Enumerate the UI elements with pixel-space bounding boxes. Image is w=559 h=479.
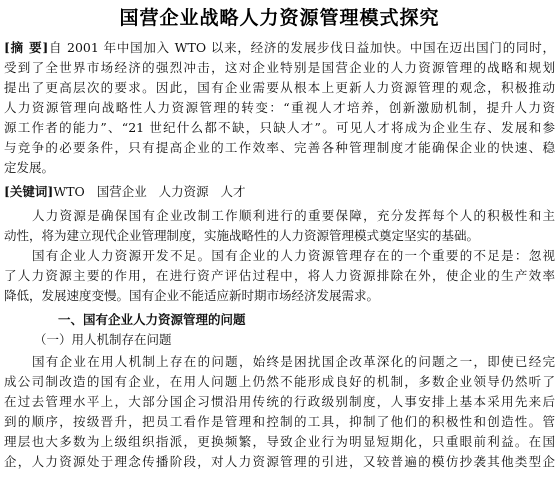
abstract-line-4: 人力资源管理向战略性人力资源管理的转变：“重视人才培养，创新激励机制，提升人力资	[4, 100, 555, 115]
subsection-heading: （一）用人机制存在问题	[34, 332, 172, 347]
abstract-text: 自 2001 年中国加入 WTO 以来，经济的发展步伐日益加快。中国在迈出国门的同时，	[48, 40, 555, 55]
body-line-3: 在过去管理水平上，大部分国企习惯沿用传统的行政级别制度，人事安排上基本采用先来后	[4, 394, 555, 409]
body-line-5: 理层也大多数为上级组织指派，更换频繁，导致企业行为明显短期化，只重眼前利益。在国	[4, 434, 555, 449]
intro-line-5: 降低，发展速度变慢。国有企业不能适应新时期市场经济发展需求。	[4, 288, 380, 303]
intro-line-1: 人力资源是确保国有企业改制工作顺利进行的重要保障，充分发挥每个人的积极性和主	[32, 208, 555, 223]
keywords-text: WTO 国营企业 人力资源 人才	[53, 184, 246, 199]
abstract-line-5: 源工作者的能力”、“21 世纪什么都不缺，只缺人才”。可见人才将成为企业生存、发展和参	[4, 120, 555, 135]
abstract-line-6: 与竞争的必要条件，只有提高企业的工作效率、完善各种管理制度才能确保企业的快速、稳	[4, 140, 555, 155]
abstract-line-1	[4, 38, 555, 58]
body-line-1: 国有企业在用人机制上存在的问题，始终是困扰国企改革深化的问题之一，即使已经完	[32, 354, 555, 369]
paper-title: 国营企业战略人力资源管理模式探究	[119, 7, 440, 29]
keywords-line	[4, 182, 555, 202]
body-line-6: 企，人力资源处于理念传播阶段，对人力资源管理的引进，又较普遍的模仿抄袭其他类型企	[4, 454, 555, 469]
abstract-line-2: 受到了全世界市场经济的强烈冲击，这对企业特别是国营企业的人力资源管理的战略和规划	[4, 60, 555, 75]
section-heading: 一、国有企业人力资源管理的问题	[58, 312, 246, 327]
abstract-line-7: 定发展。	[4, 160, 55, 175]
intro-line-2: 动性，将为建立现代企业管理制度，实施战略性的人力资源管理模式奠定坚实的基础。	[4, 228, 480, 243]
abstract-line-3: 提出了更高层次的要求。因此，国有企业需要从根本上更新人力资源管理的观念，积极推动	[4, 80, 555, 95]
body-line-2: 成公司制改造的国有企业，在用人问题上仍然不能形成良好的机制，多数企业领导仍然听了	[4, 374, 555, 389]
intro-line-3: 国有企业人力资源开发不足。国有企业的人力资源管理存在的一个重要的不足是：忽视	[32, 248, 555, 263]
abstract-label: [摘 要]	[4, 40, 49, 55]
body-line-4: 到的顺序，按级晋升，把员工看作是管理和控制的工具，抑制了他们的积极性和创造性。管	[4, 414, 555, 429]
keywords-label: [关键词]	[4, 184, 54, 199]
intro-line-4: 了人力资源主要的作用，在进行资产评估过程中，将人力资源排除在外，使企业的生产效率	[4, 268, 555, 283]
